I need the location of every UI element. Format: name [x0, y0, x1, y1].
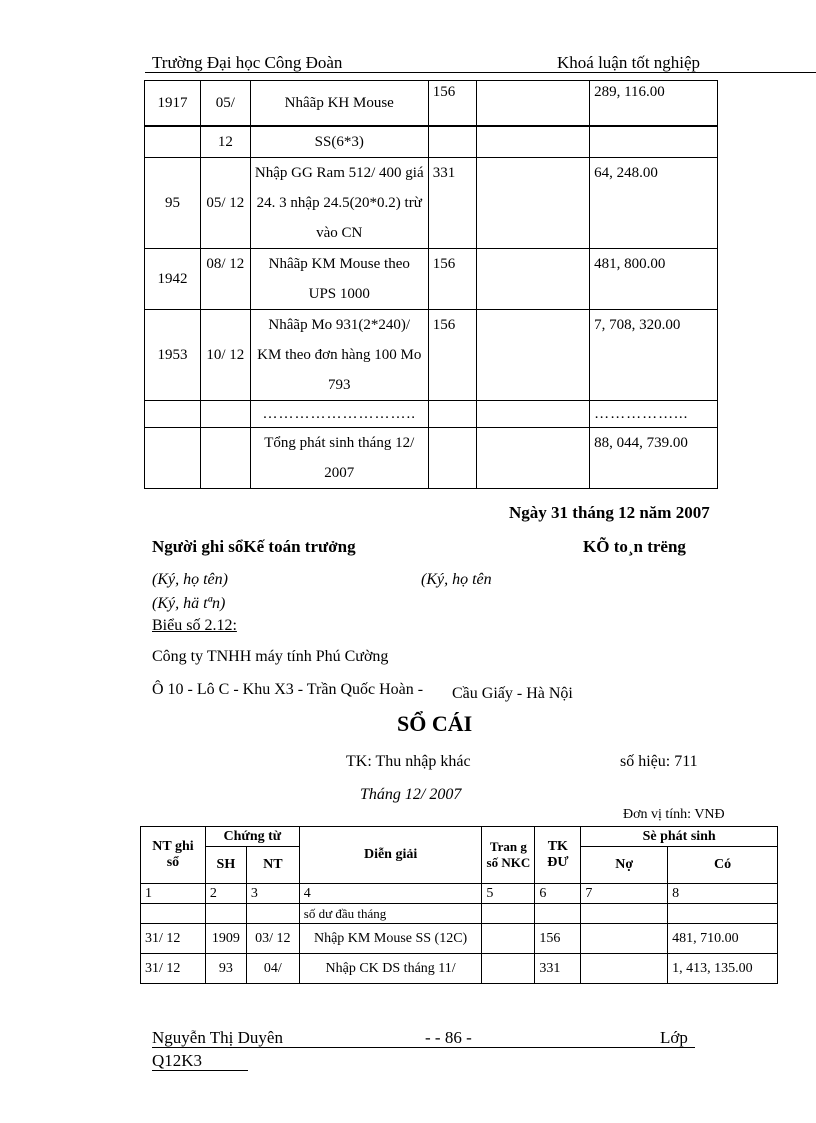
sign-instruction: (Ký, họ tên) — [152, 571, 228, 588]
col-header-credit: Có — [668, 847, 778, 884]
column-number: 5 — [482, 884, 535, 904]
debit-cell — [476, 428, 589, 489]
amount-cell: 481, 800.00 — [590, 249, 718, 310]
entry-description: Nhâãp KH Mouse — [250, 81, 428, 127]
ledger-continuation-table — [144, 80, 718, 489]
ledger-title: SỔ CÁI — [397, 711, 473, 736]
credit-amount: 481, 710.00 — [668, 924, 778, 954]
column-number: 4 — [299, 884, 482, 904]
voucher-number: 1909 — [205, 924, 246, 954]
voucher-date — [200, 401, 250, 428]
total-label: Tổng phát sinh tháng 12/ 2007 — [250, 428, 428, 489]
contra-account: 156 — [428, 310, 476, 401]
ledger-period: Tháng 12/ 2007 — [360, 786, 462, 803]
table-row — [145, 126, 718, 158]
amount-cell: ……………... — [590, 401, 718, 428]
voucher-date — [200, 428, 250, 489]
col-header-sh: SH — [205, 847, 246, 884]
empty-cell — [668, 904, 778, 924]
col-header-voucher: Chứng từ — [205, 827, 299, 847]
debit-cell — [476, 158, 589, 249]
debit-cell — [476, 249, 589, 310]
entry-description: SS(6*3) — [250, 126, 428, 158]
contra-account: 156 — [428, 249, 476, 310]
credit-amount: 1, 413, 135.00 — [668, 954, 778, 984]
empty-cell — [581, 904, 668, 924]
column-number: 6 — [535, 884, 581, 904]
col-header-arising: Sè phát sinh — [581, 827, 778, 847]
debit-cell — [476, 126, 589, 158]
voucher-number: 93 — [205, 954, 246, 984]
table-row — [145, 249, 718, 310]
recorder-title: Người ghi sổKế toán trưởng — [152, 537, 356, 556]
company-address: Ô 10 - Lô C - Khu X3 - Trần Quốc Hoàn - — [152, 681, 424, 698]
voucher-number: 1942 — [145, 249, 201, 310]
entry-description: Nhâãp KM Mouse theo UPS 1000 — [250, 249, 428, 310]
col-header-nt: NT — [246, 847, 299, 884]
voucher-number — [145, 401, 201, 428]
column-number: 7 — [581, 884, 668, 904]
voucher-date: 05/ — [200, 81, 250, 127]
entry-description: Nhập KM Mouse SS (12C) — [299, 924, 482, 954]
posting-date: 31/ 12 — [141, 924, 206, 954]
contra-account: 156 — [428, 81, 476, 127]
column-number: 3 — [246, 884, 299, 904]
voucher-date: 10/ 12 — [200, 310, 250, 401]
company-name: Công ty TNHH máy tính Phú Cường — [152, 648, 389, 665]
footer-class-label: Lớp — [660, 1028, 688, 1047]
contra-account — [428, 428, 476, 489]
amount-cell: 7, 708, 320.00 — [590, 310, 718, 401]
voucher-date: 05/ 12 — [200, 158, 250, 249]
sign-instruction: (Ký, hä tªn) — [152, 595, 226, 612]
voucher-number: 1953 — [145, 310, 201, 401]
voucher-date: 04/ — [246, 954, 299, 984]
debit-cell — [476, 81, 589, 127]
table-row — [141, 954, 778, 984]
contra-account: 331 — [535, 954, 581, 984]
total-amount: 88, 044, 739.00 — [590, 428, 718, 489]
voucher-number: 1917 — [145, 81, 201, 127]
debit-cell — [476, 310, 589, 401]
empty-cell — [141, 904, 206, 924]
col-header-contra: TK ĐƯ — [535, 827, 581, 884]
voucher-number — [145, 428, 201, 489]
amount-cell — [590, 126, 718, 158]
contra-account: 331 — [428, 158, 476, 249]
table-row — [145, 158, 718, 249]
debit-cell — [476, 401, 589, 428]
director-title: KÕ to¸n trëng — [583, 537, 686, 556]
col-header-debit: Nợ — [581, 847, 668, 884]
footer-rule — [152, 1047, 695, 1048]
company-address-district: Cầu Giấy - Hà Nội — [452, 685, 573, 702]
voucher-date: 08/ 12 — [200, 249, 250, 310]
col-header-description: Diễn giải — [299, 827, 482, 884]
column-number: 1 — [141, 884, 206, 904]
debit-amount — [581, 954, 668, 984]
voucher-date: 03/ 12 — [246, 924, 299, 954]
currency-unit: Đơn vị tính: VNĐ — [623, 807, 725, 822]
voucher-number: 95 — [145, 158, 201, 249]
entry-description: Nhập GG Ram 512/ 400 giá 24. 3 nhập 24.5(20*0.2) trừ vào CN — [250, 158, 428, 249]
table-row — [145, 81, 718, 127]
opening-balance-label: số dư đầu tháng — [299, 904, 482, 924]
voucher-number — [145, 126, 201, 158]
header-school: Trường Đại học Công Đoàn — [152, 53, 343, 72]
table-row — [145, 428, 718, 489]
empty-cell — [246, 904, 299, 924]
journal-page — [482, 924, 535, 954]
empty-cell — [535, 904, 581, 924]
entry-description: Nhâãp Mo 931(2*240)/ KM theo đơn hàng 100 Mo 793 — [250, 310, 428, 401]
voucher-date: 12 — [200, 126, 250, 158]
column-number-row — [141, 884, 778, 904]
signature-date: Ngày 31 tháng 12 năm 2007 — [509, 503, 710, 522]
table-row — [145, 310, 718, 401]
footer-author: Nguyễn Thị Duyên — [152, 1028, 283, 1047]
empty-cell — [205, 904, 246, 924]
footer-class-code: Q12K3 — [152, 1051, 203, 1070]
header-thesis: Khoá luận tốt nghiệp — [557, 53, 701, 72]
empty-cell — [482, 904, 535, 924]
posting-date: 31/ 12 — [141, 954, 206, 984]
account-name: TK: Thu nhập khác — [346, 753, 471, 770]
entry-description: Nhập CK DS tháng 11/ — [299, 954, 482, 984]
amount-cell: 64, 248.00 — [590, 158, 718, 249]
column-number: 2 — [205, 884, 246, 904]
entry-description: ……………………….. — [250, 401, 428, 428]
amount-cell: 289, 116.00 — [590, 81, 718, 127]
contra-account: 156 — [535, 924, 581, 954]
general-ledger-table — [140, 826, 778, 984]
footer-page-number: - - 86 - — [425, 1028, 472, 1047]
journal-page — [482, 954, 535, 984]
table-row — [141, 924, 778, 954]
col-header-journal-page: Tran g số NKC — [482, 827, 535, 884]
debit-amount — [581, 924, 668, 954]
table-header-row — [141, 827, 778, 847]
account-number: số hiệu: 711 — [620, 753, 698, 770]
table-row — [145, 401, 718, 428]
table-row — [141, 904, 778, 924]
col-header-date: NT ghi sổ — [141, 827, 206, 884]
contra-account — [428, 401, 476, 428]
contra-account — [428, 126, 476, 158]
column-number: 8 — [668, 884, 778, 904]
sign-instruction: (Ký, họ tên — [421, 571, 492, 588]
form-id: Biểu số 2.12: — [152, 617, 237, 634]
header-divider — [145, 72, 816, 73]
footer-rule — [152, 1070, 248, 1071]
